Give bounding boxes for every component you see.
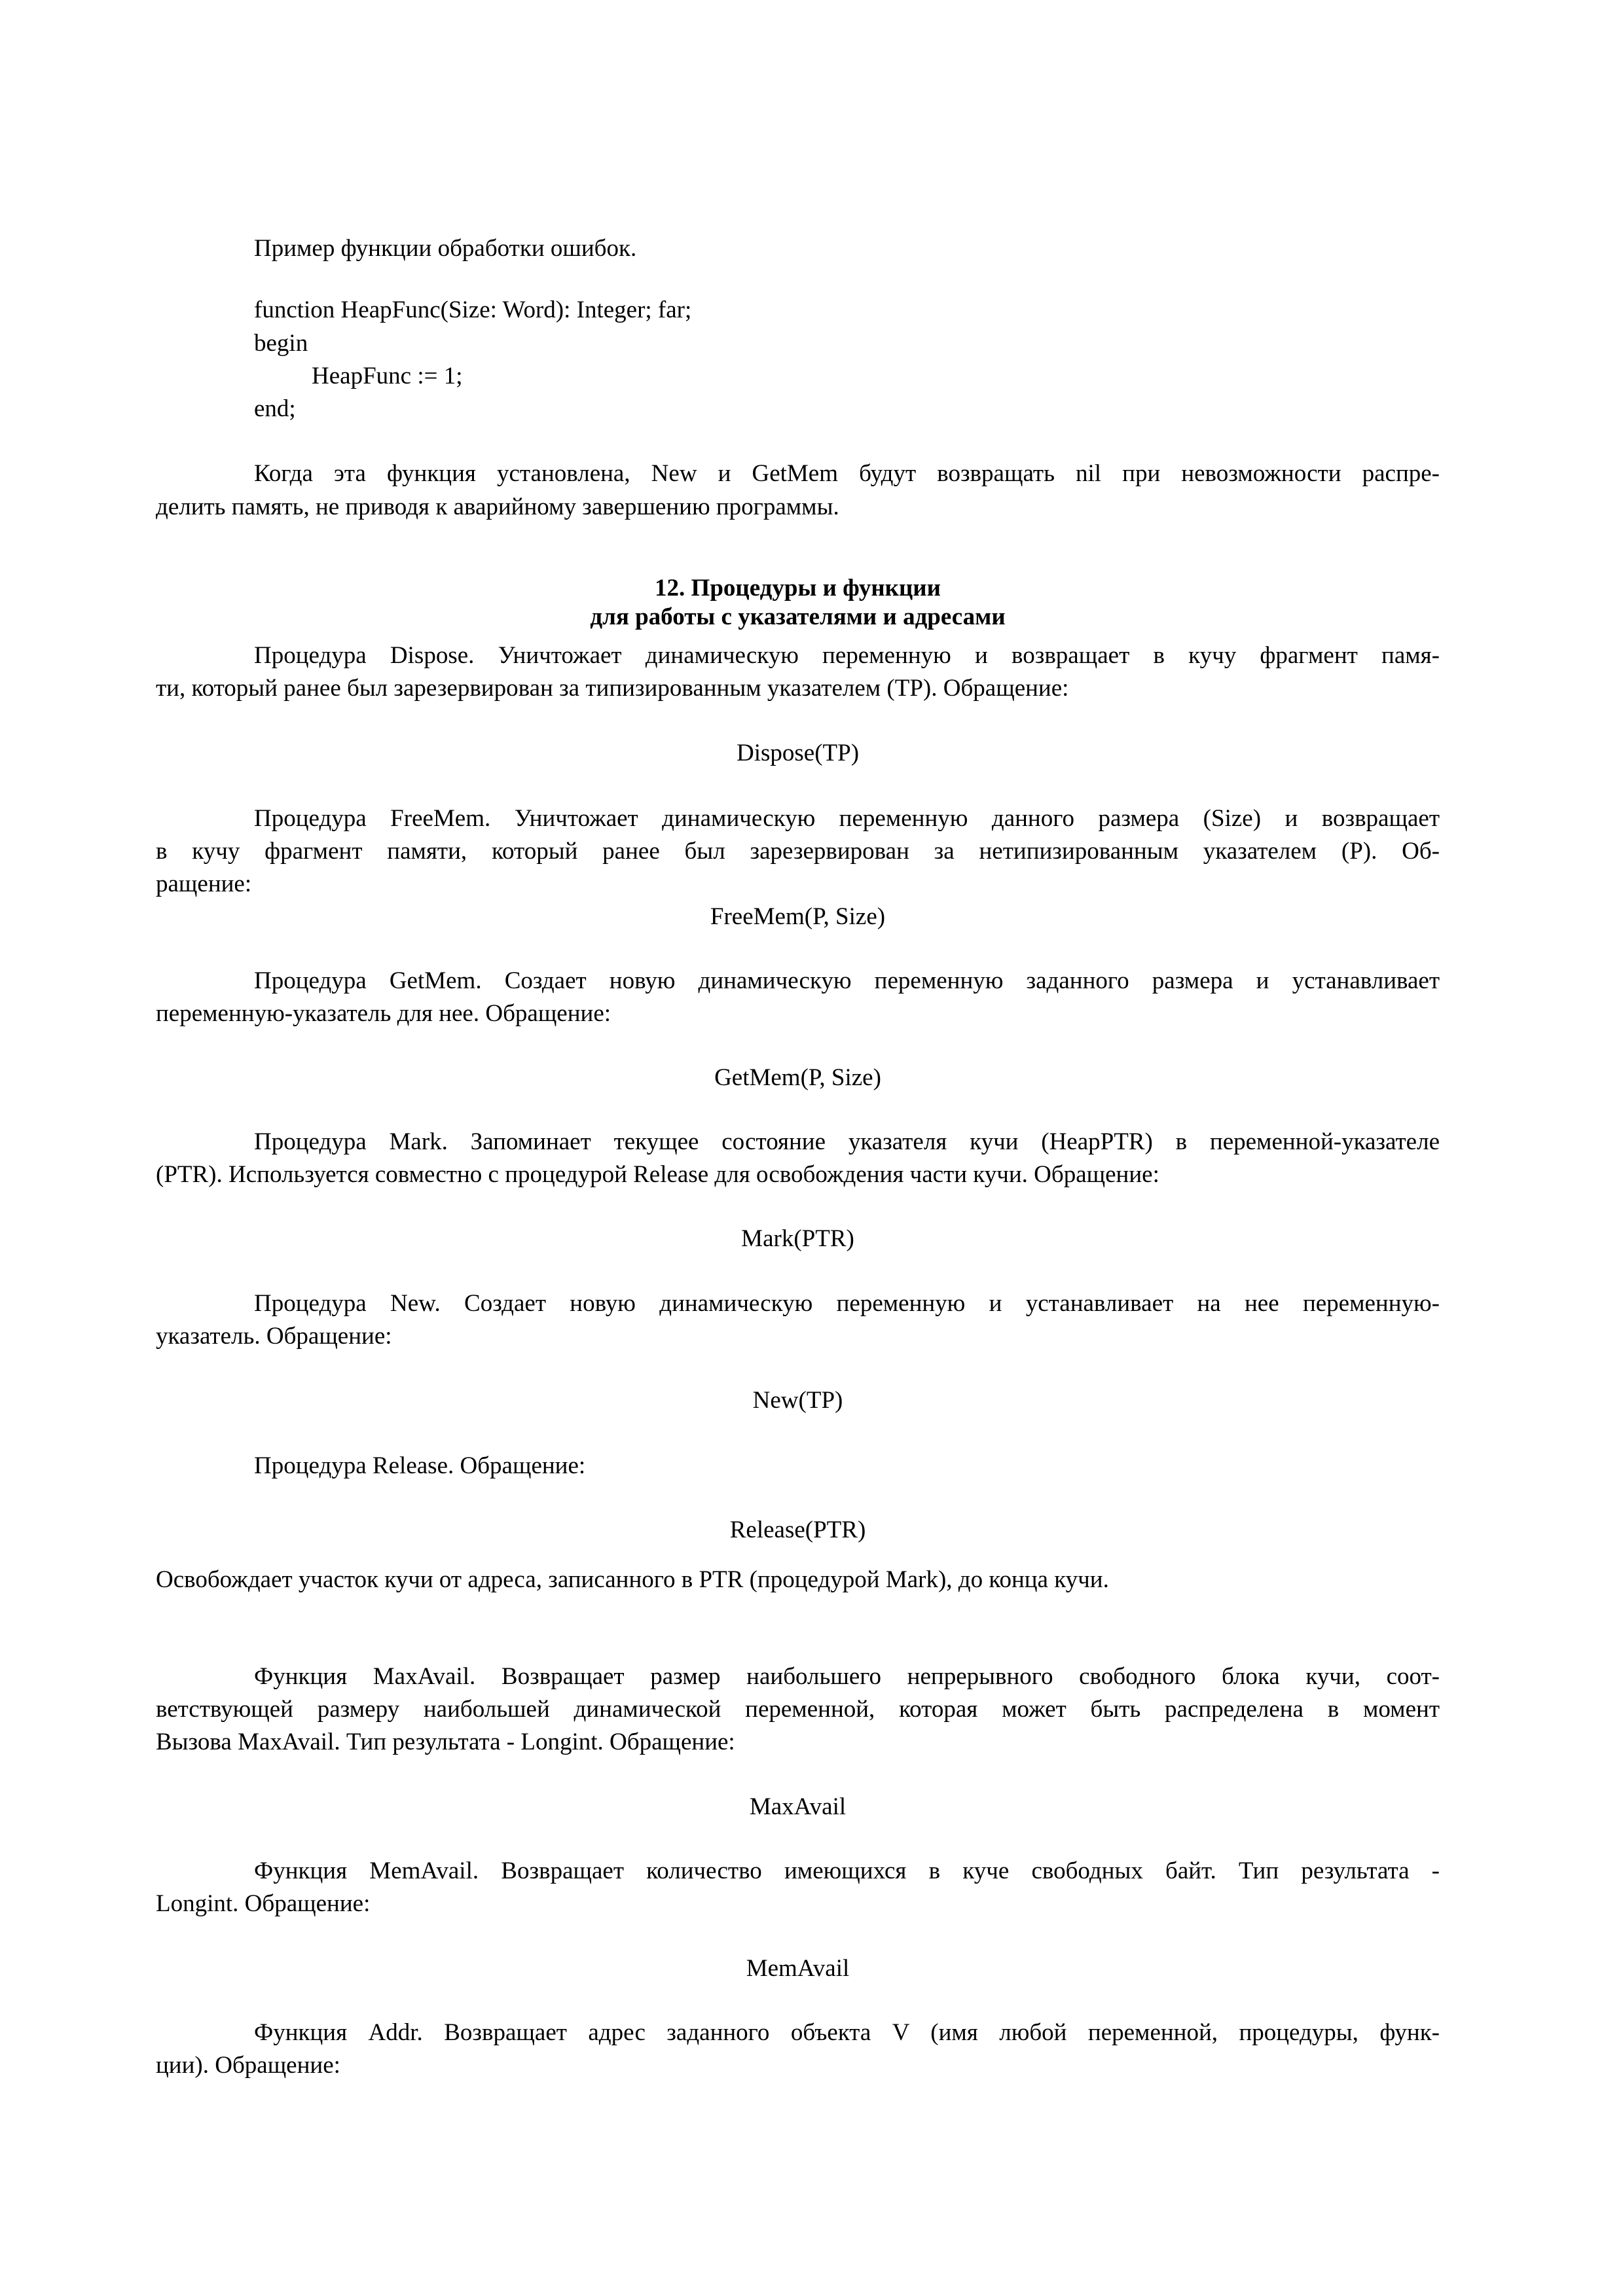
paragraph-line: ции). Обращение: — [156, 2052, 340, 2079]
paragraph-line: ветствующей размеру наибольшей динамической переменной, которая может быть распределена в момент — [156, 1696, 1440, 1723]
paragraph-line: Когда эта функция установлена, New и GetMem будут возвращать nil при невозможности распре- — [254, 460, 1440, 487]
paragraph-line: Процедура Dispose. Уничтожает динамическую переменную и возвращает в кучу фрагмент памя- — [254, 642, 1440, 669]
call-syntax: MemAvail — [746, 1955, 850, 1982]
code-line-2: begin — [254, 330, 308, 357]
code-line-4: end; — [254, 395, 296, 422]
paragraph-line: Функция MaxAvail. Возвращает размер наибольшего непрерывного свободного блока кучи, соот- — [254, 1663, 1440, 1690]
call-syntax: Dispose(TP) — [736, 740, 860, 766]
call-syntax: Release(PTR) — [729, 1516, 866, 1543]
call-syntax: Mark(PTR) — [741, 1225, 854, 1252]
section-heading-line-1: 12. Процедуры и функции — [655, 575, 941, 601]
paragraph-line: Освобождает участок кучи от адреса, записанного в PTR (процедурой Mark), до конца кучи. — [156, 1566, 1109, 1593]
call-syntax: New(TP) — [752, 1387, 843, 1414]
paragraph-line: переменную-указатель для нее. Обращение: — [156, 1000, 611, 1027]
paragraph-line: Функция Addr. Возвращает адрес заданного объекта V (имя любой переменной, процедуры, функ- — [254, 2019, 1440, 2046]
section-heading-line-2: для работы с указателями и адресами — [590, 603, 1006, 630]
code-line-3: HeapFunc := 1; — [312, 363, 463, 389]
paragraph-line: (PTR). Используется совместно с процедурой Release для освобождения части кучи. Обращение: — [156, 1161, 1159, 1188]
paragraph-line: Процедура New. Создает новую динамическую переменную и устанавливает на нее переменную- — [254, 1290, 1440, 1317]
paragraph-line: в кучу фрагмент памяти, который ранее был зарезервирован за нетипизированным указателем (P). Об- — [156, 838, 1440, 865]
call-syntax: FreeMem(P, Size) — [710, 903, 886, 930]
paragraph-line: Вызова MaxAvail. Тип результата - Longint. Обращение: — [156, 1729, 735, 1755]
call-syntax: MaxAvail — [749, 1793, 847, 1820]
paragraph-line: указатель. Обращение: — [156, 1323, 392, 1350]
code-line-1: function HeapFunc(Size: Word): Integer; far; — [254, 296, 692, 323]
paragraph-line: Процедура GetMem. Создает новую динамическую переменную заданного размера и устанавливает — [254, 967, 1440, 994]
paragraph-line: делить память, не приводя к аварийному завершению программы. — [156, 493, 839, 520]
paragraph-line: Процедура Mark. Запоминает текущее состояние указателя кучи (HeapPTR) в переменной-указателе — [254, 1128, 1440, 1155]
paragraph-line: Функция MemAvail. Возвращает количество имеющихся в куче свободных байт. Тип результата - — [254, 1857, 1440, 1884]
paragraph-line: Longint. Обращение: — [156, 1890, 371, 1917]
paragraph-line: Процедура Release. Обращение: — [254, 1452, 586, 1479]
intro-paragraph: Пример функции обработки ошибок. — [254, 235, 637, 262]
paragraph-line: ращение: — [156, 870, 252, 897]
paragraph-line: Процедура FreeMem. Уничтожает динамическую переменную данного размера (Size) и возвращает — [254, 805, 1440, 832]
call-syntax: GetMem(P, Size) — [714, 1064, 881, 1091]
paragraph-line: ти, который ранее был зарезервирован за типизированным указателем (TP). Обращение: — [156, 675, 1069, 702]
